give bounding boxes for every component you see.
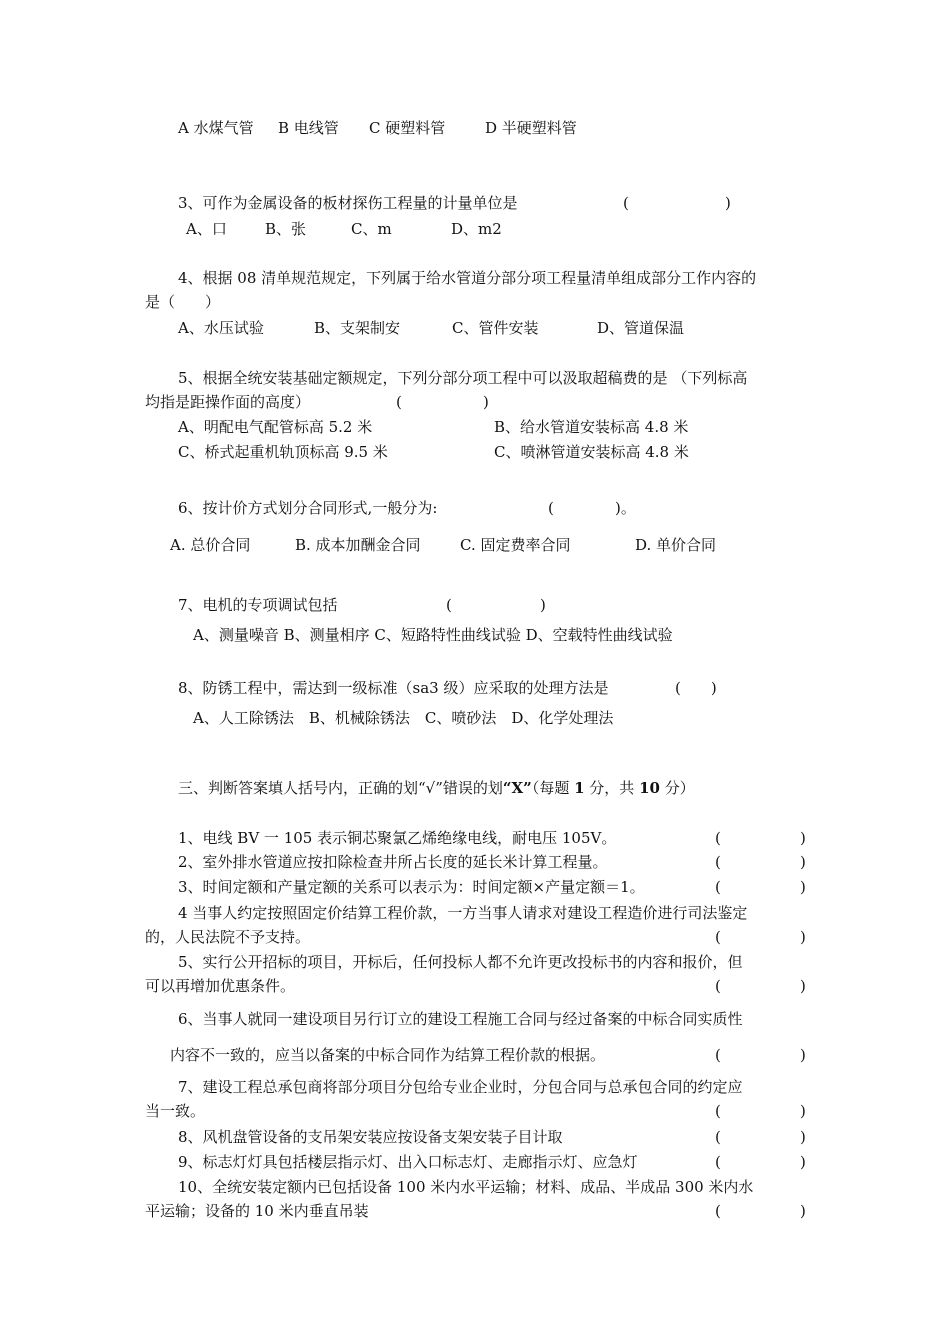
q6-paren-close: )。 <box>615 499 636 517</box>
q2-option-b: B 电线管 <box>278 119 339 137</box>
judge-item-6-line2: 内容不一致的，应当以备案的中标合同作为结算工程价款的根据。 <box>170 1046 606 1064</box>
q3-option-b: B、张 <box>265 220 307 238</box>
q3-option-c: C、m <box>351 220 392 238</box>
judge-item-4-line1: 4 当事人约定按照固定价结算工程价款，一方当事人请求对建设工程造价进行司法鉴定 <box>178 904 748 922</box>
judge-10-paren-close: ) <box>800 1202 806 1220</box>
judge-item-10-line2: 平运输；设备的 10 米内垂直吊装 <box>145 1202 369 1220</box>
q4-option-c: C、管件安装 <box>452 319 539 337</box>
q7-stem: 7、电机的专项调试包括 <box>178 596 338 614</box>
judge-item-7-line2: 当一致。 <box>145 1102 206 1120</box>
judge-9-paren-close: ) <box>800 1153 806 1171</box>
judge-7-paren-open: ( <box>715 1102 721 1120</box>
judge-item-5-line2: 可以再增加优惠条件。 <box>145 977 296 995</box>
judge-item-10-line1: 10、全统安装定额内已包括设备 100 米内水平运输；材料、成品、半成品 300 米内水 <box>178 1178 754 1196</box>
q2-option-c: C 硬塑料管 <box>369 119 446 137</box>
judge-2-paren-open: ( <box>715 853 721 871</box>
q6-stem: 6、按计价方式划分合同形式,一般分为: <box>178 499 438 517</box>
q3-option-a: A、口 <box>186 220 227 238</box>
judge-2-paren-close: ) <box>800 853 806 871</box>
q4-stem-line2: 是（ ） <box>145 293 221 311</box>
section3-heading: 三、判断答案填人括号内，正确的划“√”错误的划“X”（每题 1 分，共 10 分） <box>178 779 695 797</box>
q2-option-a: A 水煤气管 <box>178 119 254 137</box>
q7-paren-open: ( <box>446 596 452 614</box>
q5-paren-close: ) <box>483 393 489 411</box>
judge-item-3: 3、时间定额和产量定额的关系可以表示为：时间定额×产量定额＝1。 <box>178 878 645 896</box>
judge-1-paren-open: ( <box>715 829 721 847</box>
q5-option-c: C、桥式起重机轨顶标高 9.5 米 <box>178 443 388 461</box>
q3-paren-open: ( <box>623 194 629 212</box>
judge-3-paren-open: ( <box>715 878 721 896</box>
q6-option-a: A. 总价合同 <box>170 536 251 554</box>
q3-paren-close: ) <box>725 194 731 212</box>
q6-paren-open: ( <box>548 499 554 517</box>
q5-option-d: C、喷淋管道安装标高 4.8 米 <box>494 443 689 461</box>
q8-paren: ( ) <box>675 679 717 697</box>
judge-7-paren-close: ) <box>800 1102 806 1120</box>
q2-option-d: D 半硬塑料管 <box>485 119 577 137</box>
judge-9-paren-open: ( <box>715 1153 721 1171</box>
q5-option-b: B、给水管道安装标高 4.8 米 <box>494 418 689 436</box>
q7-options: A、测量噪音 B、测量相序 C、短路特性曲线试验 D、空载特性曲线试验 <box>193 626 673 644</box>
q3-option-d: D、m2 <box>451 220 502 238</box>
q4-option-a: A、水压试验 <box>178 319 264 337</box>
q6-option-d: D. 单价合同 <box>635 536 717 554</box>
q8-stem: 8、防锈工程中，需达到一级标准（sa3 级）应采取的处理方法是 <box>178 679 609 697</box>
judge-item-2: 2、室外排水管道应按扣除检查井所占长度的延长米计算工程量。 <box>178 853 608 871</box>
judge-item-5-line1: 5、实行公开招标的项目，开标后，任何投标人都不允许更改投标书的内容和报价，但 <box>178 953 743 971</box>
q8-options: A、人工除锈法 B、机械除锈法 C、喷砂法 D、化学处理法 <box>193 709 614 727</box>
judge-6-paren-close: ) <box>800 1046 806 1064</box>
q6-option-b: B. 成本加酬金合同 <box>295 536 421 554</box>
q5-stem-line1: 5、根据全统安装基础定额规定，下列分部分项工程中可以汲取超稿费的是 （下列标高 <box>178 369 748 387</box>
q4-option-b: B、支架制安 <box>314 319 401 337</box>
q4-option-d: D、管道保温 <box>597 319 685 337</box>
judge-item-6-line1: 6、当事人就同一建设项目另行订立的建设工程施工合同与经过备案的中标合同实质性 <box>178 1010 743 1028</box>
judge-4-paren-open: ( <box>715 928 721 946</box>
judge-item-1: 1、电线 BV 一 105 表示铜芯聚氯乙烯绝缘电线，耐电压 105V。 <box>178 829 617 847</box>
judge-item-4-line2: 的，人民法院不予支持。 <box>145 928 311 946</box>
q6-option-c: C. 固定费率合同 <box>460 536 571 554</box>
q4-stem-line1: 4、根据 08 清单规范规定，下列属于给水管道分部分项工程量清单组成部分工作内容的 <box>178 269 757 287</box>
judge-4-paren-close: ) <box>800 928 806 946</box>
judge-item-9: 9、标志灯灯具包括楼层指示灯、出入口标志灯、走廊指示灯、应急灯 <box>178 1153 638 1171</box>
judge-10-paren-open: ( <box>715 1202 721 1220</box>
q5-option-a: A、明配电气配管标高 5.2 米 <box>178 418 373 436</box>
judge-8-paren-close: ) <box>800 1128 806 1146</box>
judge-6-paren-open: ( <box>715 1046 721 1064</box>
q5-paren-open: ( <box>396 393 402 411</box>
judge-5-paren-open: ( <box>715 977 721 995</box>
q3-stem: 3、可作为金属设备的板材探伤工程量的计量单位是 <box>178 194 518 212</box>
judge-8-paren-open: ( <box>715 1128 721 1146</box>
judge-1-paren-close: ) <box>800 829 806 847</box>
judge-3-paren-close: ) <box>800 878 806 896</box>
q5-stem-line2: 均指是距操作面的高度） <box>145 393 311 411</box>
judge-item-7-line1: 7、建设工程总承包商将部分项目分包给专业企业时，分包合同与总承包合同的约定应 <box>178 1078 743 1096</box>
q7-paren-close: ) <box>540 596 546 614</box>
judge-5-paren-close: ) <box>800 977 806 995</box>
judge-item-8: 8、风机盘管设备的支吊架安装应按设备支架安装子目计取 <box>178 1128 563 1146</box>
